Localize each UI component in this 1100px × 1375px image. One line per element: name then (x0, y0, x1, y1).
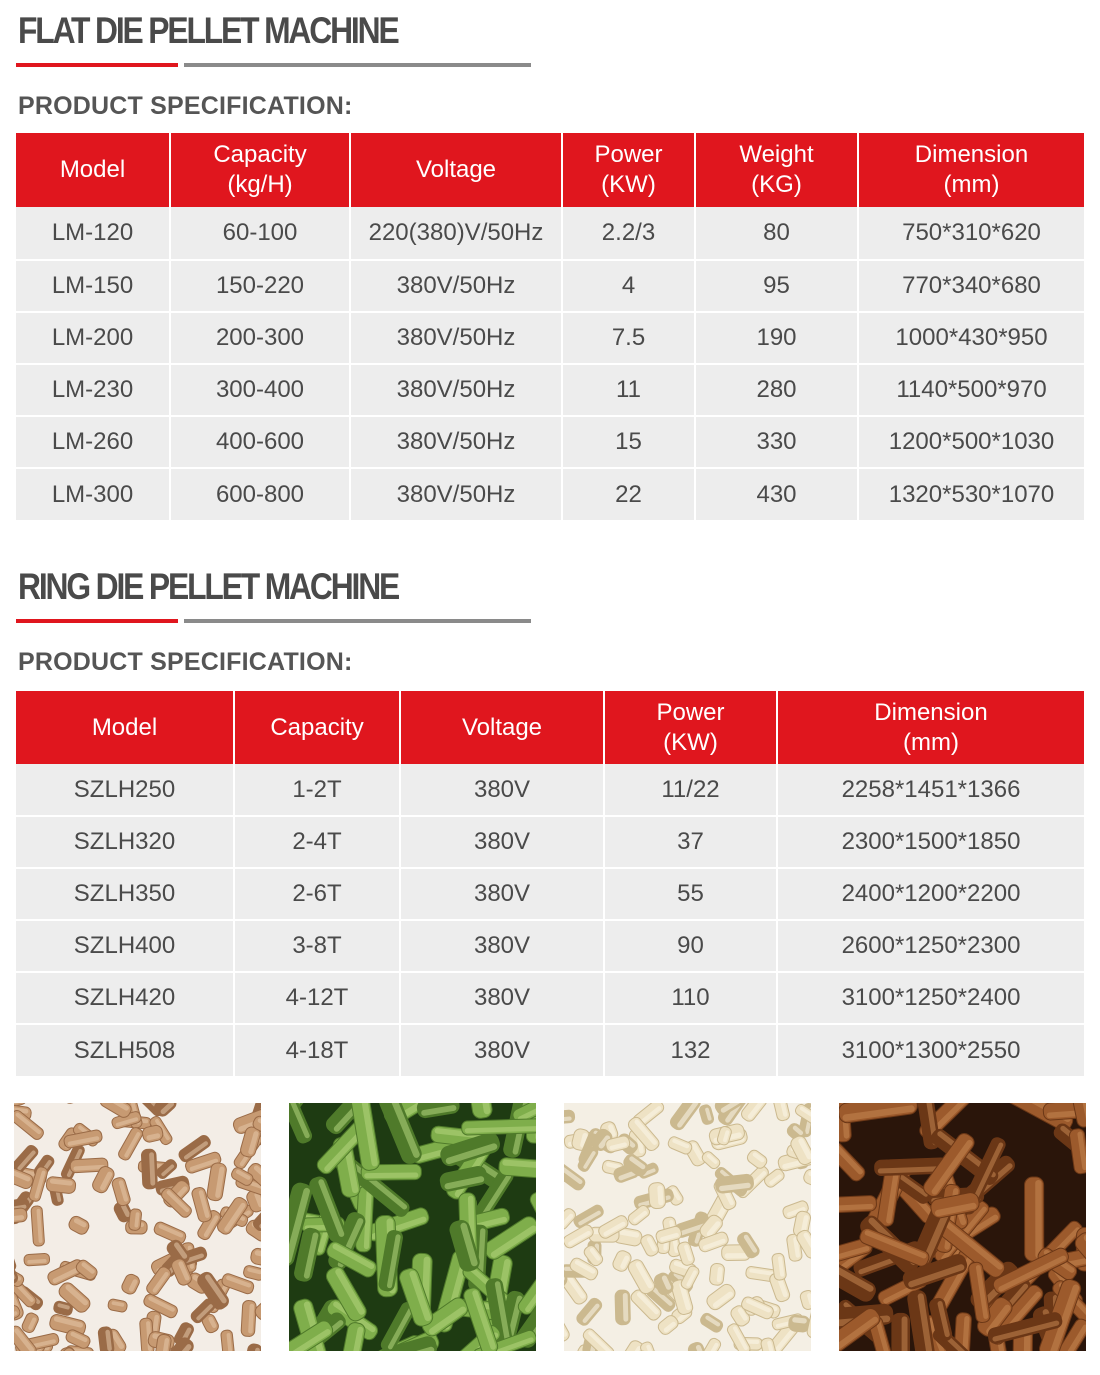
table-row (16, 920, 1084, 972)
cell-voltage: 380V (400, 868, 604, 920)
cell-weight: 280 (695, 364, 858, 416)
cell-dimension: 2600*1250*2300 (777, 920, 1084, 972)
green-pellets-photo (289, 1103, 536, 1351)
cell-voltage: 380V (400, 1024, 604, 1076)
cell-model: SZLH320 (16, 816, 234, 868)
table-row (16, 364, 1084, 416)
cell-capacity: 600-800 (170, 468, 350, 520)
cell-voltage: 380V/50Hz (350, 468, 562, 520)
header-dimension: Dimension (mm) (777, 691, 1084, 764)
brown-pellets-photo (839, 1103, 1086, 1351)
cell-dimension: 750*310*620 (858, 207, 1084, 260)
cell-capacity: 300-400 (170, 364, 350, 416)
cell-dimension: 3100*1300*2550 (777, 1024, 1084, 1076)
cell-dimension: 1140*500*970 (858, 364, 1084, 416)
cell-weight: 330 (695, 416, 858, 468)
pellet-texture (289, 1103, 536, 1351)
cell-voltage: 380V/50Hz (350, 364, 562, 416)
pellet-photo-strip (14, 1103, 1086, 1351)
cell-voltage: 380V/50Hz (350, 260, 562, 312)
table-row (16, 868, 1084, 920)
cell-voltage: 220(380)V/50Hz (350, 207, 562, 260)
cell-power: 132 (604, 1024, 777, 1076)
ring-die-spec-table (16, 691, 1084, 1076)
cell-model: LM-260 (16, 416, 170, 468)
cell-dimension: 1320*530*1070 (858, 468, 1084, 520)
cell-power: 11/22 (604, 764, 777, 816)
ring-die-spec-label: PRODUCT SPECIFICATION: (18, 648, 353, 676)
cell-dimension: 2300*1500*1850 (777, 816, 1084, 868)
cell-dimension: 2258*1451*1366 (777, 764, 1084, 816)
title-underline-gray (184, 619, 531, 623)
header-dimension: Dimension (mm) (858, 133, 1084, 207)
cell-model: LM-150 (16, 260, 170, 312)
cell-power: 15 (562, 416, 695, 468)
table-row (16, 260, 1084, 312)
pellet-texture (14, 1103, 261, 1351)
cell-power: 37 (604, 816, 777, 868)
pellet-texture (564, 1103, 811, 1351)
table-row (16, 312, 1084, 364)
cell-model: LM-230 (16, 364, 170, 416)
cell-power: 2.2/3 (562, 207, 695, 260)
cell-dimension: 770*340*680 (858, 260, 1084, 312)
white-pellets-photo (564, 1103, 811, 1351)
cell-capacity: 2-4T (234, 816, 400, 868)
cell-model: LM-120 (16, 207, 170, 260)
cell-power: 11 (562, 364, 695, 416)
cell-capacity: 4-12T (234, 972, 400, 1024)
cell-capacity: 200-300 (170, 312, 350, 364)
cell-voltage: 380V/50Hz (350, 416, 562, 468)
cell-capacity: 3-8T (234, 920, 400, 972)
header-power: Power (KW) (604, 691, 777, 764)
table-header-row (16, 133, 1084, 207)
cell-weight: 190 (695, 312, 858, 364)
title-underline-gray (184, 63, 531, 67)
cell-voltage: 380V/50Hz (350, 312, 562, 364)
header-weight: Weight (KG) (695, 133, 858, 207)
header-model: Model (16, 133, 170, 207)
table-row (16, 416, 1084, 468)
title-underline-red (16, 619, 178, 623)
cell-weight: 95 (695, 260, 858, 312)
cell-model: LM-200 (16, 312, 170, 364)
table-row (16, 972, 1084, 1024)
cell-model: SZLH508 (16, 1024, 234, 1076)
cell-power: 22 (562, 468, 695, 520)
pellet-texture (839, 1103, 1086, 1351)
cell-capacity: 2-6T (234, 868, 400, 920)
cell-model: LM-300 (16, 468, 170, 520)
cell-power: 110 (604, 972, 777, 1024)
header-voltage: Voltage (350, 133, 562, 207)
cell-capacity: 1-2T (234, 764, 400, 816)
cell-model: SZLH350 (16, 868, 234, 920)
title-underline-red (16, 63, 178, 67)
table-row (16, 207, 1084, 260)
table-row (16, 1024, 1084, 1076)
cell-power: 55 (604, 868, 777, 920)
wood-pellets-photo (14, 1103, 261, 1351)
header-capacity: Capacity (234, 691, 400, 764)
cell-power: 90 (604, 920, 777, 972)
ring-die-title: RING DIE PELLET MACHINE (18, 566, 399, 607)
cell-dimension: 2400*1200*2200 (777, 868, 1084, 920)
table-row (16, 816, 1084, 868)
header-power: Power (KW) (562, 133, 695, 207)
cell-model: SZLH400 (16, 920, 234, 972)
cell-voltage: 380V (400, 972, 604, 1024)
cell-power: 7.5 (562, 312, 695, 364)
cell-power: 4 (562, 260, 695, 312)
table-header-row (16, 691, 1084, 764)
flat-die-spec-table (16, 133, 1084, 520)
table-row (16, 764, 1084, 816)
cell-capacity: 400-600 (170, 416, 350, 468)
cell-voltage: 380V (400, 816, 604, 868)
cell-voltage: 380V (400, 920, 604, 972)
header-capacity: Capacity (kg/H) (170, 133, 350, 207)
table-row (16, 468, 1084, 520)
cell-weight: 80 (695, 207, 858, 260)
cell-model: SZLH420 (16, 972, 234, 1024)
header-voltage: Voltage (400, 691, 604, 764)
cell-dimension: 1200*500*1030 (858, 416, 1084, 468)
header-model: Model (16, 691, 234, 764)
cell-model: SZLH250 (16, 764, 234, 816)
flat-die-title: FLAT DIE PELLET MACHINE (18, 10, 398, 51)
cell-dimension: 3100*1250*2400 (777, 972, 1084, 1024)
cell-voltage: 380V (400, 764, 604, 816)
cell-weight: 430 (695, 468, 858, 520)
cell-capacity: 4-18T (234, 1024, 400, 1076)
cell-capacity: 150-220 (170, 260, 350, 312)
cell-capacity: 60-100 (170, 207, 350, 260)
flat-die-spec-label: PRODUCT SPECIFICATION: (18, 92, 353, 120)
cell-dimension: 1000*430*950 (858, 312, 1084, 364)
